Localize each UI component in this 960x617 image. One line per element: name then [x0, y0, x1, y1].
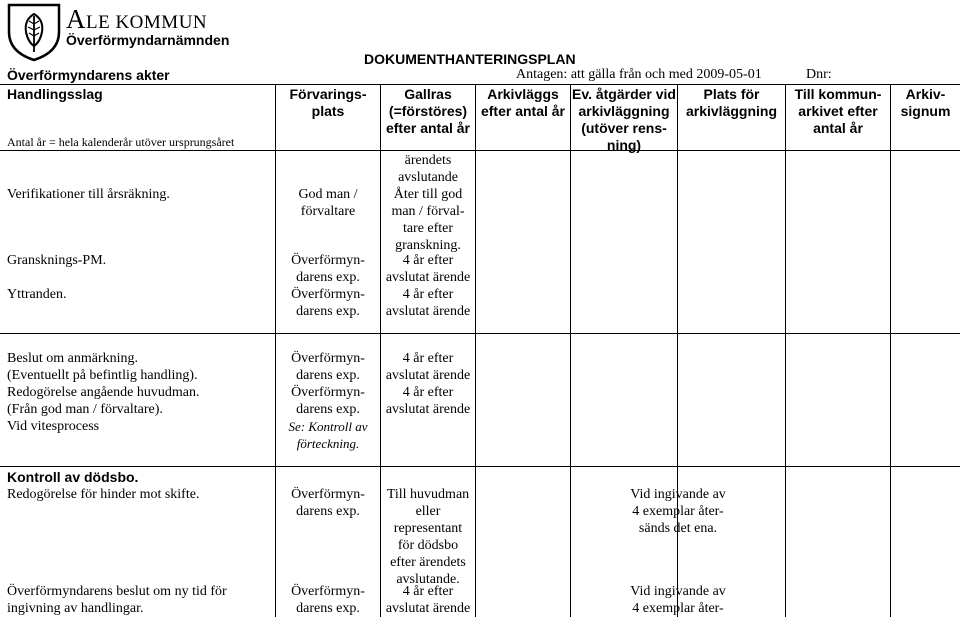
header-line: Arkiv-: [905, 86, 946, 102]
document-title: DOKUMENTHANTERINGSPLAN: [364, 51, 576, 67]
plats-cell-reference: [276, 418, 380, 452]
cell-line: Överförmyndarens beslut om ny tid för: [7, 584, 227, 599]
col-divider: [475, 84, 476, 617]
gallras-cell: [381, 252, 475, 286]
cell-line: efter ärendets: [390, 555, 466, 570]
row-label-vitesprocess: Vid vitesprocess: [7, 419, 100, 434]
row-label-granskning: Gransknings-PM.: [7, 253, 107, 268]
row-label-redogorelse-hinder: Redogörelse för hinder mot skifte.: [7, 487, 200, 502]
header-line: (=förstöres): [388, 103, 468, 119]
row-label-redogorelse-huvudman: [7, 384, 199, 418]
header-line: arkivläggning: [578, 103, 670, 119]
cell-line: Överförmyn-: [291, 584, 365, 599]
cell-line: avslutat ärende: [385, 304, 471, 319]
cell-line: Beslut om anmärkning.: [7, 351, 139, 366]
cell-line: granskning.: [395, 238, 461, 253]
cell-line: Överförmyn-: [291, 287, 365, 302]
cell-line: Överförmyn-: [291, 385, 365, 400]
col-header-atgarder: [571, 86, 677, 154]
cell-line: Till huvudman: [386, 487, 470, 502]
gallras-cell: [381, 583, 475, 617]
cell-line: 4 år efter: [402, 584, 454, 599]
col-header-kommunarkivet: [786, 86, 890, 137]
cell-line: darens exp.: [296, 270, 360, 285]
coat-of-arms-icon: [6, 2, 62, 62]
cell-line: avslutande.: [396, 572, 460, 587]
header-line: Ev. åtgärder vid: [571, 86, 676, 102]
header-line: efter antal år: [385, 120, 471, 136]
cell-line: Vid ingivande av: [630, 584, 726, 599]
cell-line: tare efter: [402, 221, 454, 236]
cell-line: avslutat ärende: [385, 270, 471, 285]
cell-line: (Från god man / förvaltare).: [7, 402, 163, 417]
header-line: Plats för: [703, 86, 760, 102]
cell-line: 4 år efter: [402, 253, 454, 268]
handlingsslag-note: Antal år = hela kalenderår utöver ursprungsåret: [7, 135, 235, 149]
arkiv-plats-cell: [570, 486, 786, 537]
row-label-beslut-ny-tid: [7, 583, 227, 617]
col-header-gallras: [381, 86, 475, 137]
header-line: arkivläggning: [685, 103, 778, 119]
cell-line: Åter till god: [393, 187, 463, 202]
col-divider: [890, 84, 891, 617]
col-divider: [677, 84, 678, 617]
cell-line: 4 år efter: [402, 287, 454, 302]
section-heading-dodsbo: Kontroll av dödsbo.: [7, 469, 139, 485]
cell-line: man / förval-: [391, 204, 465, 219]
cell-line: darens exp.: [296, 504, 360, 519]
plats-cell: [276, 583, 380, 617]
header-line: signum: [900, 103, 951, 119]
header-line: efter antal år: [480, 103, 566, 119]
plats-cell: [276, 384, 380, 418]
col-header-arkivlaggs: [476, 86, 570, 120]
department-name: Överförmyndarnämnden: [66, 32, 230, 48]
org-name-initial: A: [66, 4, 86, 34]
header-bottom-rule: [0, 150, 960, 151]
header-line: antal år: [813, 120, 863, 136]
cell-line: Överförmyn-: [291, 253, 365, 268]
cell-line: darens exp.: [296, 601, 360, 616]
cell-line: ärendets: [404, 153, 452, 168]
cell-line: (Eventuellt på befintlig handling).: [7, 368, 198, 383]
cell-line: avslutat ärende: [385, 368, 471, 383]
section-rule: [0, 333, 960, 334]
subheader-left: Överförmyndarens akter: [7, 67, 170, 83]
cell-line: darens exp.: [296, 368, 360, 383]
header-line: Arkivläggs: [487, 86, 559, 102]
header-line: arkivet efter: [798, 103, 878, 119]
header-line: Till kommun-: [794, 86, 882, 102]
cell-line: Redogörelse angående huvudman.: [7, 385, 200, 400]
cell-line: förteckning.: [296, 436, 360, 451]
cell-line: Se: Kontroll av: [288, 419, 368, 434]
col-divider: [785, 84, 786, 617]
gallras-cell: [381, 384, 475, 418]
cell-line: Vid ingivande av: [630, 487, 726, 502]
cell-line: 4 år efter: [402, 385, 454, 400]
cell-line: darens exp.: [296, 402, 360, 417]
gallras-cell: [381, 152, 475, 186]
header-line: Gallras: [404, 86, 452, 102]
cell-line: Överförmyn-: [291, 487, 365, 502]
cell-line: avslutande: [398, 170, 458, 185]
arkiv-plats-cell: [570, 583, 786, 617]
plats-cell: [276, 286, 380, 320]
col-divider: [570, 84, 571, 617]
adopted-date: Antagen: att gälla från och med 2009-05-01: [516, 67, 762, 82]
gallras-cell: [381, 286, 475, 320]
cell-line: sänds det ena.: [638, 521, 718, 536]
cell-line: ingivning av handlingar.: [7, 601, 144, 616]
header-line: plats: [311, 103, 345, 119]
row-label-yttranden: Yttranden.: [7, 287, 67, 302]
header-line: ning): [606, 137, 642, 153]
cell-line: 4 år efter: [402, 351, 454, 366]
table-top-rule: [0, 84, 960, 85]
cell-line: representant: [393, 521, 463, 536]
section-rule: [0, 466, 960, 467]
gallras-cell: [381, 350, 475, 384]
cell-line: eller: [415, 504, 441, 519]
dnr-label: Dnr:: [806, 67, 832, 82]
row-label-verifikationer: Verifikationer till årsräkning.: [7, 187, 170, 202]
gallras-cell: [381, 486, 475, 588]
cell-line: för dödsbo: [397, 538, 459, 553]
cell-line: 4 exemplar åter-: [632, 504, 724, 519]
cell-line: avslutat ärende: [385, 601, 471, 616]
header-line: Förvarings-: [289, 86, 367, 102]
row-label-beslut: [7, 350, 198, 384]
plats-cell: [276, 252, 380, 286]
header-line: (utöver rens-: [581, 120, 667, 136]
col-header-arkivsignum: [891, 86, 960, 120]
cell-line: darens exp.: [296, 304, 360, 319]
plats-cell: [276, 186, 380, 220]
plats-cell: [276, 486, 380, 520]
gallras-cell: [381, 186, 475, 254]
cell-line: God man /: [298, 187, 358, 202]
plats-cell: [276, 350, 380, 384]
cell-line: förvaltare: [300, 204, 356, 219]
cell-line: Överförmyn-: [291, 351, 365, 366]
col-header-handlingsslag: Handlingsslag: [7, 86, 103, 102]
org-name-rest: LE KOMMUN: [86, 12, 208, 33]
cell-line: 4 exemplar åter-: [632, 601, 724, 616]
col-header-plats: [678, 86, 785, 120]
cell-line: avslutat ärende: [385, 402, 471, 417]
col-header-forvaringsplats: [276, 86, 380, 120]
org-name: [66, 4, 207, 35]
